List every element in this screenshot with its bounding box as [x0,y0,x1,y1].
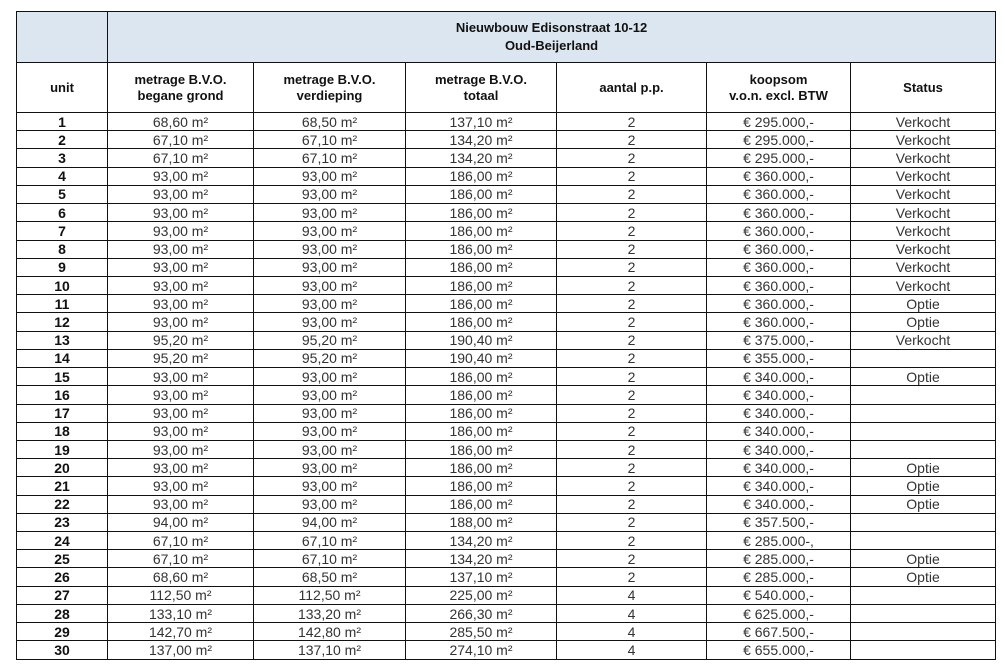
koopsom-cell: € 340.000,- [707,404,851,422]
unit-cell: 23 [17,513,108,531]
verdieping-cell: 93,00 m² [254,204,406,222]
koopsom-cell: € 340.000,- [707,386,851,404]
aantal-pp-cell: 2 [557,386,707,404]
begane-grond-cell: 142,70 m² [108,623,254,641]
status-cell: Optie [851,295,996,313]
begane-grond-cell: 133,10 m² [108,604,254,622]
verdieping-cell: 93,00 m² [254,276,406,294]
column-header-label: metrage B.V.O. [283,71,376,87]
table-row [17,422,996,440]
column-header-label: metrage B.V.O. [434,71,527,87]
aantal-pp-cell: 2 [557,368,707,386]
units-table [16,11,996,660]
totaal-cell: 186,00 m² [406,404,557,422]
koopsom-cell: € 360.000,- [707,222,851,240]
column-header-koopsom [707,63,851,113]
status-cell: Verkocht [851,167,996,185]
table-row [17,641,996,659]
status-cell: Verkocht [851,149,996,167]
totaal-cell: 186,00 m² [406,368,557,386]
status-cell: Optie [851,368,996,386]
begane-grond-cell: 93,00 m² [108,477,254,495]
column-header-sublabel: totaal [463,87,499,103]
unit-cell: 3 [17,149,108,167]
column-header-totaal [406,63,557,113]
status-cell: Verkocht [851,185,996,203]
unit-cell: 27 [17,586,108,604]
table-body [17,113,996,660]
begane-grond-cell: 93,00 m² [108,258,254,276]
koopsom-cell: € 360.000,- [707,258,851,276]
koopsom-cell: € 340.000,- [707,422,851,440]
unit-cell: 10 [17,276,108,294]
totaal-cell: 225,00 m² [406,586,557,604]
totaal-cell: 188,00 m² [406,513,557,531]
unit-cell: 21 [17,477,108,495]
koopsom-cell: € 295.000,- [707,131,851,149]
aantal-pp-cell: 2 [557,532,707,550]
table-row [17,149,996,167]
status-cell: Optie [851,568,996,586]
begane-grond-cell: 93,00 m² [108,185,254,203]
begane-grond-cell: 95,20 m² [108,331,254,349]
koopsom-cell: € 357.500,- [707,513,851,531]
status-cell [851,623,996,641]
status-cell: Optie [851,459,996,477]
unit-cell: 2 [17,131,108,149]
aantal-pp-cell: 2 [557,513,707,531]
table-row [17,240,996,258]
unit-cell: 14 [17,349,108,367]
status-cell: Verkocht [851,240,996,258]
status-cell: Optie [851,495,996,513]
verdieping-cell: 93,00 m² [254,404,406,422]
table-row [17,513,996,531]
unit-cell: 22 [17,495,108,513]
column-header-status [851,63,996,113]
begane-grond-cell: 67,10 m² [108,131,254,149]
aantal-pp-cell: 2 [557,440,707,458]
aantal-pp-cell: 2 [557,258,707,276]
begane-grond-cell: 93,00 m² [108,295,254,313]
verdieping-cell: 93,00 m² [254,295,406,313]
aantal-pp-cell: 2 [557,149,707,167]
unit-cell: 25 [17,550,108,568]
status-cell [851,440,996,458]
koopsom-cell: € 285.000,- [707,568,851,586]
begane-grond-cell: 93,00 m² [108,204,254,222]
begane-grond-cell: 95,20 m² [108,349,254,367]
verdieping-cell: 133,20 m² [254,604,406,622]
verdieping-cell: 93,00 m² [254,495,406,513]
table-row [17,495,996,513]
table-row [17,477,996,495]
totaal-cell: 186,00 m² [406,386,557,404]
column-header-label: Status [903,79,943,95]
table-row [17,185,996,203]
status-cell: Verkocht [851,222,996,240]
aantal-pp-cell: 4 [557,586,707,604]
aantal-pp-cell: 2 [557,276,707,294]
begane-grond-cell: 93,00 m² [108,404,254,422]
verdieping-cell: 67,10 m² [254,149,406,167]
table-row [17,349,996,367]
koopsom-cell: € 655.000,- [707,641,851,659]
begane-grond-cell: 68,60 m² [108,113,254,131]
begane-grond-cell: 93,00 m² [108,240,254,258]
totaal-cell: 186,00 m² [406,167,557,185]
title-row [17,12,996,63]
unit-cell: 9 [17,258,108,276]
begane-grond-cell: 67,10 m² [108,532,254,550]
project-location: Oud-Beijerland [504,38,599,53]
verdieping-cell: 93,00 m² [254,440,406,458]
unit-cell: 13 [17,331,108,349]
verdieping-cell: 68,50 m² [254,568,406,586]
begane-grond-cell: 93,00 m² [108,368,254,386]
aantal-pp-cell: 2 [557,204,707,222]
aantal-pp-cell: 2 [557,495,707,513]
unit-cell: 20 [17,459,108,477]
totaal-cell: 186,00 m² [406,422,557,440]
table-row [17,204,996,222]
status-cell [851,586,996,604]
aantal-pp-cell: 2 [557,349,707,367]
status-cell: Verkocht [851,276,996,294]
verdieping-cell: 93,00 m² [254,368,406,386]
verdieping-cell: 95,20 m² [254,331,406,349]
status-cell: Verkocht [851,258,996,276]
column-header-label: unit [50,79,74,95]
table-row [17,276,996,294]
status-cell: Verkocht [851,204,996,222]
verdieping-cell: 112,50 m² [254,586,406,604]
totaal-cell: 186,00 m² [406,440,557,458]
koopsom-cell: € 360.000,- [707,167,851,185]
unit-cell: 11 [17,295,108,313]
aantal-pp-cell: 2 [557,422,707,440]
column-header-verdieping [254,63,406,113]
verdieping-cell: 67,10 m² [254,532,406,550]
totaal-cell: 274,10 m² [406,641,557,659]
unit-cell: 26 [17,568,108,586]
totaal-cell: 134,20 m² [406,149,557,167]
column-header-begane-grond [108,63,254,113]
unit-cell: 17 [17,404,108,422]
column-header-unit [17,63,108,113]
totaal-cell: 285,50 m² [406,623,557,641]
aantal-pp-cell: 2 [557,331,707,349]
aantal-pp-cell: 2 [557,131,707,149]
status-cell [851,349,996,367]
aantal-pp-cell: 2 [557,459,707,477]
koopsom-cell: € 360.000,- [707,295,851,313]
begane-grond-cell: 93,00 m² [108,440,254,458]
verdieping-cell: 67,10 m² [254,550,406,568]
column-header-sublabel: v.o.n. excl. BTW [729,87,828,103]
totaal-cell: 186,00 m² [406,459,557,477]
aantal-pp-cell: 4 [557,623,707,641]
begane-grond-cell: 67,10 m² [108,149,254,167]
koopsom-cell: € 340.000,- [707,495,851,513]
status-cell [851,422,996,440]
aantal-pp-cell: 2 [557,313,707,331]
aantal-pp-cell: 2 [557,568,707,586]
column-header-aantal-pp [557,63,707,113]
totaal-cell: 190,40 m² [406,331,557,349]
unit-cell: 18 [17,422,108,440]
column-header-label: aantal p.p. [599,79,664,95]
status-cell: Verkocht [851,131,996,149]
aantal-pp-cell: 4 [557,604,707,622]
column-header-row [17,63,996,113]
aantal-pp-cell: 4 [557,641,707,659]
status-cell [851,404,996,422]
status-cell: Optie [851,313,996,331]
table-row [17,258,996,276]
column-header-sublabel: verdieping [296,87,363,103]
unit-cell: 7 [17,222,108,240]
begane-grond-cell: 93,00 m² [108,422,254,440]
koopsom-cell: € 355.000,- [707,349,851,367]
status-cell: Verkocht [851,113,996,131]
begane-grond-cell: 67,10 m² [108,550,254,568]
totaal-cell: 134,20 m² [406,532,557,550]
koopsom-cell: € 340.000,- [707,368,851,386]
totaal-cell: 134,20 m² [406,131,557,149]
column-header-label: koopsom [749,71,808,87]
table-row [17,623,996,641]
totaal-cell: 137,10 m² [406,568,557,586]
totaal-cell: 186,00 m² [406,185,557,203]
begane-grond-cell: 137,00 m² [108,641,254,659]
koopsom-cell: € 360.000,- [707,313,851,331]
table-row [17,568,996,586]
koopsom-cell: € 285.000,- [707,550,851,568]
koopsom-cell: € 285.000-, [707,532,851,550]
table-row [17,550,996,568]
verdieping-cell: 93,00 m² [254,258,406,276]
aantal-pp-cell: 2 [557,550,707,568]
unit-cell: 5 [17,185,108,203]
unit-cell: 16 [17,386,108,404]
totaal-cell: 190,40 m² [406,349,557,367]
unit-cell: 19 [17,440,108,458]
koopsom-cell: € 295.000,- [707,149,851,167]
koopsom-cell: € 340.000,- [707,440,851,458]
table-row [17,331,996,349]
aantal-pp-cell: 2 [557,240,707,258]
verdieping-cell: 137,10 m² [254,641,406,659]
verdieping-cell: 93,00 m² [254,477,406,495]
title-corner-cell [17,12,108,63]
unit-cell: 4 [17,167,108,185]
status-cell: Optie [851,550,996,568]
table-row [17,532,996,550]
koopsom-cell: € 295.000,- [707,113,851,131]
aantal-pp-cell: 2 [557,477,707,495]
column-header-label: metrage B.V.O. [134,71,227,87]
aantal-pp-cell: 2 [557,113,707,131]
totaal-cell: 137,10 m² [406,113,557,131]
koopsom-cell: € 667.500,- [707,623,851,641]
begane-grond-cell: 94,00 m² [108,513,254,531]
table-row [17,131,996,149]
totaal-cell: 186,00 m² [406,295,557,313]
begane-grond-cell: 93,00 m² [108,459,254,477]
koopsom-cell: € 360.000,- [707,204,851,222]
table-row [17,586,996,604]
koopsom-cell: € 360.000,- [707,240,851,258]
totaal-cell: 186,00 m² [406,313,557,331]
verdieping-cell: 94,00 m² [254,513,406,531]
unit-cell: 30 [17,641,108,659]
verdieping-cell: 93,00 m² [254,459,406,477]
unit-cell: 24 [17,532,108,550]
verdieping-cell: 68,50 m² [254,113,406,131]
unit-cell: 8 [17,240,108,258]
table-row [17,368,996,386]
koopsom-cell: € 340.000,- [707,477,851,495]
status-cell [851,513,996,531]
aantal-pp-cell: 2 [557,222,707,240]
totaal-cell: 266,30 m² [406,604,557,622]
project-name: Nieuwbouw Edisonstraat 10-12 [455,20,648,35]
begane-grond-cell: 112,50 m² [108,586,254,604]
verdieping-cell: 93,00 m² [254,222,406,240]
table-row [17,386,996,404]
begane-grond-cell: 93,00 m² [108,313,254,331]
unit-cell: 28 [17,604,108,622]
totaal-cell: 186,00 m² [406,204,557,222]
koopsom-cell: € 540.000,- [707,586,851,604]
status-cell [851,386,996,404]
koopsom-cell: € 360.000,- [707,276,851,294]
aantal-pp-cell: 2 [557,404,707,422]
verdieping-cell: 67,10 m² [254,131,406,149]
status-cell [851,532,996,550]
aantal-pp-cell: 2 [557,295,707,313]
status-cell [851,641,996,659]
verdieping-cell: 93,00 m² [254,240,406,258]
table-row [17,222,996,240]
totaal-cell: 186,00 m² [406,258,557,276]
table-title [108,12,996,63]
begane-grond-cell: 93,00 m² [108,495,254,513]
unit-cell: 12 [17,313,108,331]
table-row [17,604,996,622]
table-row [17,404,996,422]
column-header-sublabel: begane grond [137,87,224,103]
aantal-pp-cell: 2 [557,185,707,203]
verdieping-cell: 93,00 m² [254,422,406,440]
table-row [17,459,996,477]
begane-grond-cell: 93,00 m² [108,386,254,404]
verdieping-cell: 93,00 m² [254,386,406,404]
totaal-cell: 186,00 m² [406,222,557,240]
begane-grond-cell: 68,60 m² [108,568,254,586]
verdieping-cell: 95,20 m² [254,349,406,367]
table-row [17,313,996,331]
totaal-cell: 186,00 m² [406,477,557,495]
table-row [17,167,996,185]
unit-cell: 29 [17,623,108,641]
status-cell: Optie [851,477,996,495]
totaal-cell: 186,00 m² [406,240,557,258]
begane-grond-cell: 93,00 m² [108,222,254,240]
unit-cell: 1 [17,113,108,131]
table-row [17,295,996,313]
unit-cell: 15 [17,368,108,386]
table-row [17,113,996,131]
koopsom-cell: € 360.000,- [707,185,851,203]
begane-grond-cell: 93,00 m² [108,167,254,185]
begane-grond-cell: 93,00 m² [108,276,254,294]
verdieping-cell: 93,00 m² [254,313,406,331]
koopsom-cell: € 340.000,- [707,459,851,477]
koopsom-cell: € 375.000,- [707,331,851,349]
status-cell [851,604,996,622]
koopsom-cell: € 625.000,- [707,604,851,622]
totaal-cell: 134,20 m² [406,550,557,568]
totaal-cell: 186,00 m² [406,276,557,294]
aantal-pp-cell: 2 [557,167,707,185]
verdieping-cell: 93,00 m² [254,185,406,203]
verdieping-cell: 142,80 m² [254,623,406,641]
table-row [17,440,996,458]
totaal-cell: 186,00 m² [406,495,557,513]
status-cell: Verkocht [851,331,996,349]
verdieping-cell: 93,00 m² [254,167,406,185]
unit-cell: 6 [17,204,108,222]
